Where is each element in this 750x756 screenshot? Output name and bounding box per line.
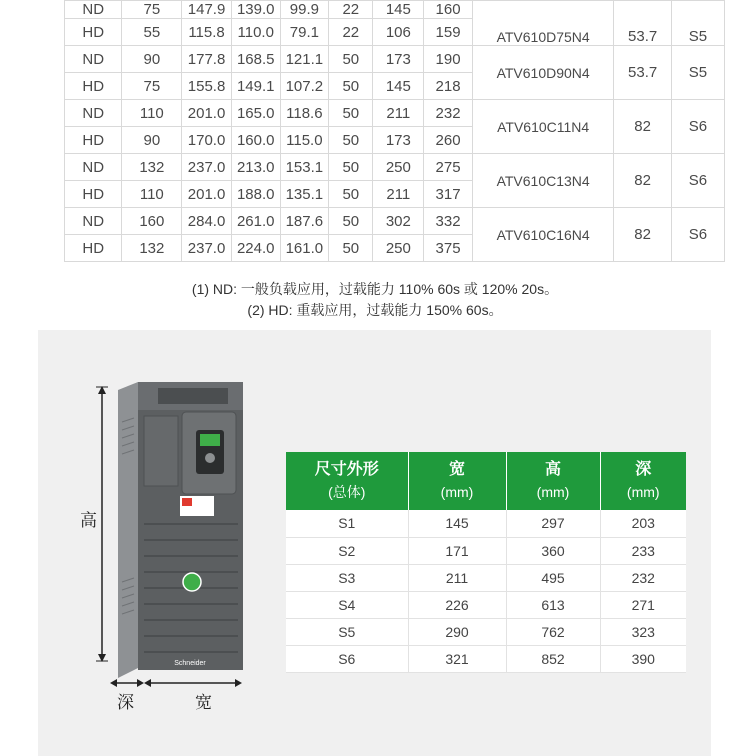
- spec-cell-a3: 99.9: [280, 1, 329, 19]
- spec-cell-ka: 50: [329, 181, 373, 208]
- keypad-screen: [200, 434, 220, 446]
- spec-cell-a2: 149.1: [231, 73, 280, 100]
- size-header-unit: (mm): [626, 484, 660, 500]
- spec-weight: 82: [614, 100, 671, 154]
- size-header: [600, 452, 686, 510]
- spec-cell-a1: 177.8: [182, 46, 232, 73]
- spec-size: S6: [671, 100, 724, 154]
- brand-logo-icon: [183, 573, 201, 591]
- spec-cell-duty: ND: [65, 46, 122, 73]
- spec-cell-imax: 159: [424, 19, 473, 46]
- spec-cell-a3: 118.6: [280, 100, 329, 127]
- spec-cell-a2: 261.0: [231, 208, 280, 235]
- size-cell: S5: [286, 618, 408, 645]
- spec-cell-imax: 160: [424, 1, 473, 19]
- spec-cell-duty: ND: [65, 154, 122, 181]
- size-cell: 145: [408, 510, 506, 537]
- spec-size: S6: [671, 154, 724, 208]
- spec-cell-a2: 139.0: [231, 1, 280, 19]
- spec-cell-a3: 153.1: [280, 154, 329, 181]
- size-header-title: 尺寸外形: [314, 461, 379, 478]
- keypad-dial: [205, 453, 215, 463]
- spec-cell-a2: 160.0: [231, 127, 280, 154]
- spec-cell-imax: 275: [424, 154, 473, 181]
- size-cell: 290: [408, 618, 506, 645]
- size-cell: 613: [506, 591, 600, 618]
- spec-weight: 53.7: [614, 46, 671, 100]
- size-cell: S2: [286, 537, 408, 564]
- spec-cell-imax: 375: [424, 235, 473, 262]
- size-cell: 203: [600, 510, 686, 537]
- spec-cell-imax: 317: [424, 181, 473, 208]
- spec-cell-in: 173: [373, 127, 424, 154]
- spec-row: [65, 208, 725, 235]
- spec-cell-ka: 50: [329, 235, 373, 262]
- height-arrow: [96, 386, 108, 662]
- size-cell: 390: [600, 645, 686, 672]
- spec-cell-ka: 50: [329, 154, 373, 181]
- spec-cell-a3: 115.0: [280, 127, 329, 154]
- size-header-title: 深: [635, 461, 652, 478]
- spec-cell-a1: 115.8: [182, 19, 232, 46]
- spec-cell-kw: 75: [122, 1, 182, 19]
- spec-table-panel: [38, 0, 711, 266]
- spec-cell-a2: 165.0: [231, 100, 280, 127]
- spec-cell-ka: 50: [329, 208, 373, 235]
- spec-cell-a3: 107.2: [280, 73, 329, 100]
- spec-model: ATV610D90N4: [472, 46, 614, 100]
- spec-cell-a1: 237.0: [182, 154, 232, 181]
- spec-cell-duty: HD: [65, 127, 122, 154]
- width-arrow: [144, 676, 242, 690]
- spec-cell-imax: 232: [424, 100, 473, 127]
- size-header-unit: (mm): [440, 484, 474, 500]
- spec-model: ATV610D75N4: [472, 1, 614, 46]
- spec-model: ATV610C16N4: [472, 208, 614, 262]
- spec-cell-a1: 147.9: [182, 1, 232, 19]
- spec-cell-ka: 50: [329, 73, 373, 100]
- spec-cell-duty: HD: [65, 19, 122, 46]
- depth-label: 深: [117, 693, 134, 713]
- spec-cell-a2: 224.0: [231, 235, 280, 262]
- spec-cell-in: 173: [373, 46, 424, 73]
- spec-model: ATV610C13N4: [472, 154, 614, 208]
- spec-row: [65, 154, 725, 181]
- size-header: [506, 452, 600, 510]
- spec-cell-a1: 201.0: [182, 100, 232, 127]
- spec-cell-a2: 168.5: [231, 46, 280, 73]
- spec-cell-imax: 218: [424, 73, 473, 100]
- spec-size: S6: [671, 208, 724, 262]
- size-row: [286, 564, 686, 591]
- spec-cell-ka: 22: [329, 19, 373, 46]
- size-header-unit: (总体): [328, 484, 366, 500]
- spec-cell-kw: 160: [122, 208, 182, 235]
- spec-cell-a2: 213.0: [231, 154, 280, 181]
- size-cell: S1: [286, 510, 408, 537]
- spec-cell-a1: 170.0: [182, 127, 232, 154]
- spec-cell-a2: 188.0: [231, 181, 280, 208]
- spec-cell-duty: HD: [65, 235, 122, 262]
- size-cell: 297: [506, 510, 600, 537]
- spec-row: [65, 100, 725, 127]
- size-cell: 323: [600, 618, 686, 645]
- note-nd: (1) ND: 一般负载应用，过载能力 110% 60s 或 120% 20s。: [191, 281, 559, 297]
- size-header: [408, 452, 506, 510]
- size-header-unit: (mm): [536, 484, 570, 500]
- size-cell: 271: [600, 591, 686, 618]
- spec-cell-duty: ND: [65, 208, 122, 235]
- size-cell: 321: [408, 645, 506, 672]
- spec-cell-a3: 161.0: [280, 235, 329, 262]
- spec-cell-a3: 187.6: [280, 208, 329, 235]
- spec-cell-a3: 135.1: [280, 181, 329, 208]
- spec-cell-kw: 90: [122, 46, 182, 73]
- size-row: [286, 537, 686, 564]
- drive-upper-left: [144, 416, 178, 486]
- size-cell: S4: [286, 591, 408, 618]
- spec-cell-duty: ND: [65, 1, 122, 19]
- dimensions-panel: [38, 330, 711, 756]
- spec-weight: 53.7: [614, 1, 671, 46]
- spec-cell-in: 250: [373, 235, 424, 262]
- spec-cell-duty: ND: [65, 100, 122, 127]
- size-cell: 171: [408, 537, 506, 564]
- size-row: [286, 591, 686, 618]
- size-cell: 211: [408, 564, 506, 591]
- spec-cell-duty: HD: [65, 73, 122, 100]
- spec-cell-kw: 110: [122, 100, 182, 127]
- spec-row: [65, 46, 725, 73]
- spec-weight: 82: [614, 154, 671, 208]
- spec-cell-ka: 50: [329, 46, 373, 73]
- spec-size: S5: [671, 46, 724, 100]
- spec-cell-a1: 201.0: [182, 181, 232, 208]
- spec-weight: 82: [614, 208, 671, 262]
- size-header-title: 宽: [448, 461, 465, 478]
- size-header-title: 高: [544, 461, 561, 478]
- size-cell: 360: [506, 537, 600, 564]
- spec-cell-kw: 90: [122, 127, 182, 154]
- spec-cell-ka: 50: [329, 127, 373, 154]
- spec-cell-ka: 22: [329, 1, 373, 19]
- size-cell: 852: [506, 645, 600, 672]
- spec-cell-ka: 50: [329, 100, 373, 127]
- spec-cell-duty: HD: [65, 181, 122, 208]
- size-table: [286, 452, 686, 673]
- spec-cell-in: 145: [373, 73, 424, 100]
- spec-cell-in: 106: [373, 19, 424, 46]
- size-cell: S6: [286, 645, 408, 672]
- height-label: 高: [80, 511, 97, 531]
- spec-cell-kw: 75: [122, 73, 182, 100]
- size-row: [286, 645, 686, 672]
- spec-cell-in: 302: [373, 208, 424, 235]
- spec-cell-kw: 132: [122, 235, 182, 262]
- spec-model: ATV610C11N4: [472, 100, 614, 154]
- spec-cell-in: 145: [373, 1, 424, 19]
- width-label: 宽: [195, 693, 212, 713]
- spec-cell-a3: 121.1: [280, 46, 329, 73]
- size-cell: 226: [408, 591, 506, 618]
- note-hd: (2) HD: 重载应用，过载能力 150% 60s。: [247, 302, 503, 318]
- brand-name: Schneider: [174, 660, 206, 667]
- spec-cell-imax: 190: [424, 46, 473, 73]
- size-cell: 495: [506, 564, 600, 591]
- spec-cell-a1: 284.0: [182, 208, 232, 235]
- spec-size: S5: [671, 1, 724, 46]
- spec-cell-in: 250: [373, 154, 424, 181]
- size-cell: S3: [286, 564, 408, 591]
- spec-cell-a1: 155.8: [182, 73, 232, 100]
- spec-cell-a2: 110.0: [231, 19, 280, 46]
- size-header: [286, 452, 408, 510]
- spec-table: [64, 0, 725, 262]
- spec-cell-kw: 110: [122, 181, 182, 208]
- spec-cell-kw: 55: [122, 19, 182, 46]
- spec-cell-in: 211: [373, 100, 424, 127]
- drive-top-vent: [158, 388, 228, 404]
- spec-cell-kw: 132: [122, 154, 182, 181]
- size-cell: 233: [600, 537, 686, 564]
- size-row: [286, 510, 686, 537]
- size-row: [286, 618, 686, 645]
- spec-cell-a3: 79.1: [280, 19, 329, 46]
- spec-cell-in: 211: [373, 181, 424, 208]
- spec-row: [65, 1, 725, 19]
- drive-side-panel: [118, 382, 138, 678]
- drive-illustration: [118, 382, 248, 682]
- size-cell: 762: [506, 618, 600, 645]
- spec-cell-imax: 332: [424, 208, 473, 235]
- size-cell: 232: [600, 564, 686, 591]
- spec-cell-a1: 237.0: [182, 235, 232, 262]
- spec-cell-imax: 260: [424, 127, 473, 154]
